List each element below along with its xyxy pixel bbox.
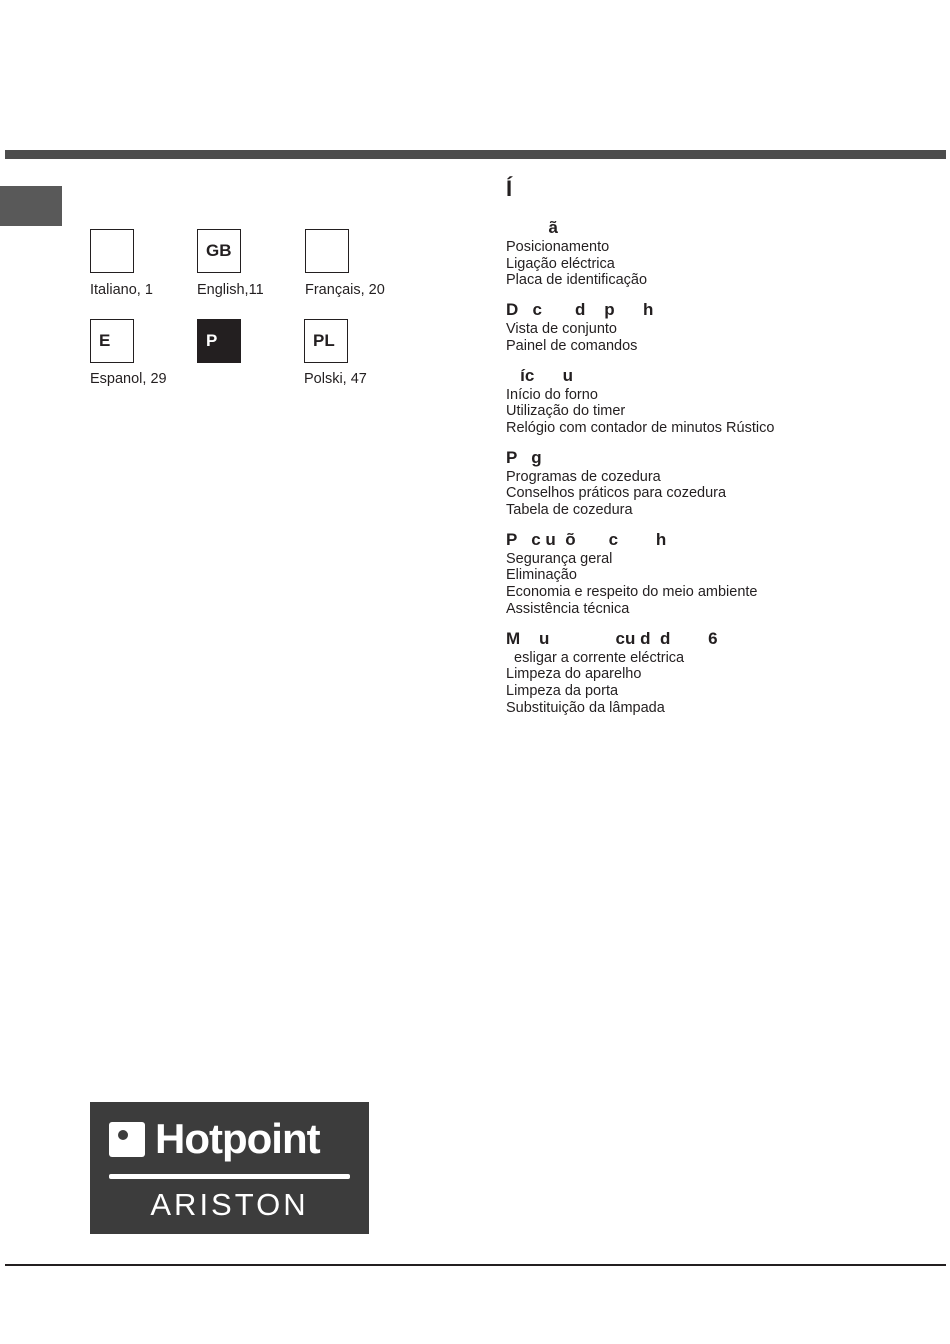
toc-section	[506, 366, 926, 437]
language-box-english[interactable]	[197, 229, 241, 273]
toc-item[interactable]: Economia e respeito do meio ambiente	[506, 584, 758, 601]
toc-item[interactable]: Painel de comandos	[506, 337, 638, 354]
toc-item[interactable]: Placa de identificação	[506, 272, 648, 289]
language-box-espanol[interactable]	[90, 319, 134, 363]
toc-item[interactable]: Relógio com contador de minutos Rústico	[506, 419, 775, 436]
hotpoint-ariston-logo	[90, 1102, 369, 1234]
toc-item[interactable]: Programas de cozedura	[506, 468, 661, 485]
language-box-portugues[interactable]	[197, 319, 241, 363]
toc-section	[506, 300, 926, 354]
toc-item[interactable]: Utilização do timer	[506, 403, 626, 420]
table-of-contents	[506, 218, 926, 727]
logo-mark-icon	[109, 1122, 145, 1157]
toc-item[interactable]: Assistência técnica	[506, 600, 630, 617]
language-caption-espanol[interactable]: Espanol, 29	[90, 371, 167, 387]
logo-sub-brand: ARISTON	[150, 1187, 309, 1222]
toc-item[interactable]: Conselhos práticos para cozedura	[506, 485, 727, 502]
toc-item[interactable]: Eliminação	[506, 567, 577, 584]
toc-item[interactable]: Limpeza do aparelho	[506, 666, 642, 683]
language-caption-polski[interactable]: Polski, 47	[304, 371, 367, 387]
toc-item[interactable]: esligar a corrente eléctrica	[506, 649, 685, 666]
toc-section	[506, 530, 926, 618]
toc-section-heading: D c d p h	[506, 300, 654, 320]
toc-item[interactable]: Limpeza da porta	[506, 682, 619, 699]
language-caption-english[interactable]: English,11	[197, 282, 264, 298]
language-box-francais[interactable]	[305, 229, 349, 273]
bottom-rule	[5, 1264, 946, 1266]
toc-section-heading: íc u	[506, 365, 574, 385]
language-box-polski[interactable]	[304, 319, 348, 363]
language-box-italiano[interactable]	[90, 229, 134, 273]
toc-item[interactable]: Ligação eléctrica	[506, 255, 615, 272]
toc-section-heading: P g	[506, 447, 542, 467]
language-caption-italiano[interactable]: Italiano, 1	[90, 282, 153, 298]
toc-section-heading: P c u õ c h	[506, 529, 667, 549]
toc-section	[506, 218, 926, 289]
toc-item[interactable]: Início do forno	[506, 386, 598, 403]
toc-item[interactable]: Segurança geral	[506, 550, 613, 567]
top-rule	[5, 150, 946, 159]
language-tab-marker	[0, 186, 62, 226]
language-code: P	[206, 331, 218, 350]
toc-section	[506, 629, 926, 717]
language-code: PL	[313, 331, 335, 350]
toc-item[interactable]: Tabela de cozedura	[506, 502, 633, 519]
logo-brand-name: Hotpoint	[155, 1115, 320, 1162]
language-code: GB	[206, 241, 232, 260]
toc-item[interactable]: Posicionamento	[506, 239, 610, 255]
logo-divider	[109, 1174, 350, 1179]
toc-section	[506, 448, 926, 519]
toc-item[interactable]: Vista de conjunto	[506, 321, 617, 338]
toc-item[interactable]: Substituição da lâmpada	[506, 699, 665, 716]
toc-section-heading: M u cu d d 6	[506, 628, 718, 648]
language-caption-francais[interactable]: Français, 20	[305, 282, 385, 298]
language-code: E	[99, 331, 111, 350]
toc-section-heading: ã	[506, 218, 558, 237]
toc-title: Í	[506, 176, 513, 201]
